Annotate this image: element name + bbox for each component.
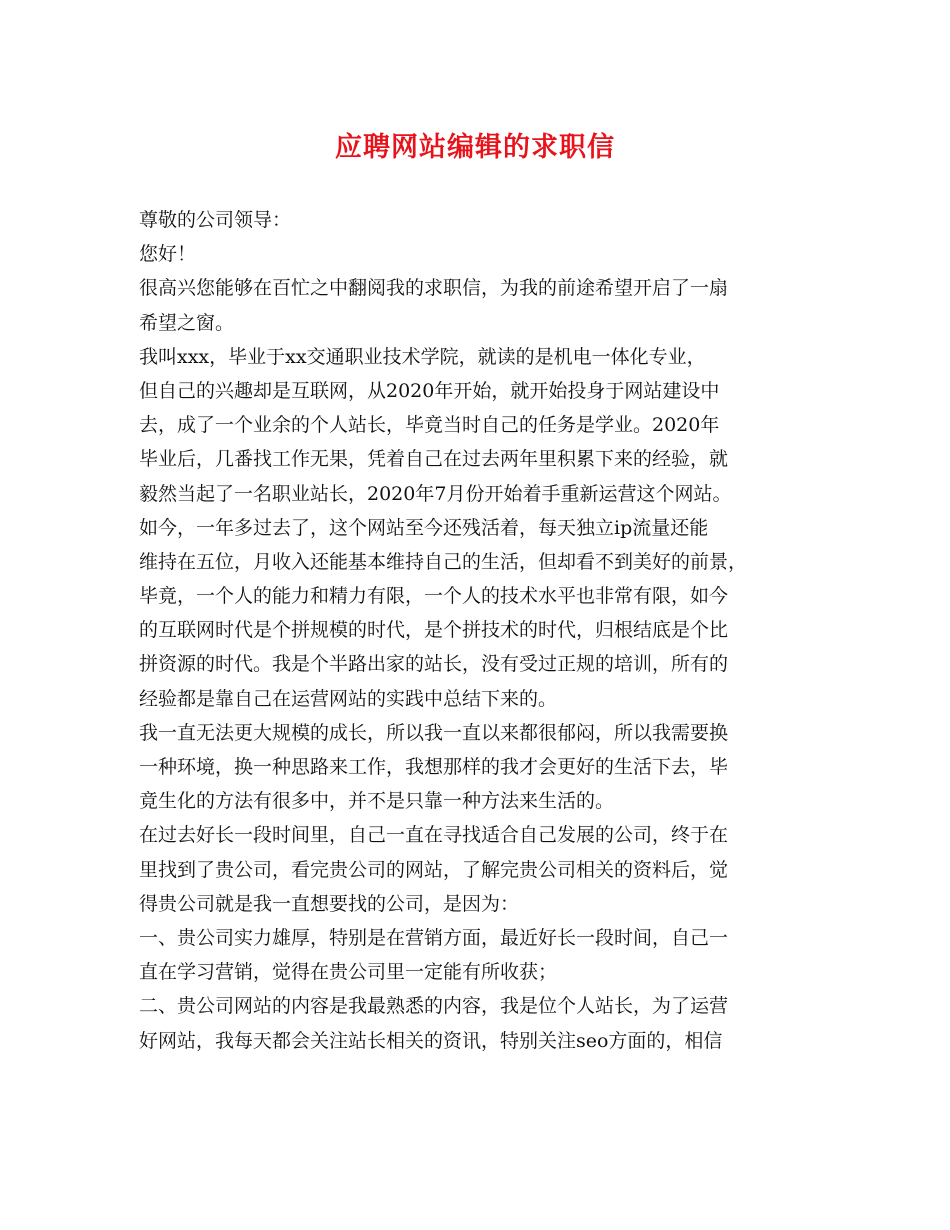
text-line: 经验都是靠自己在运营网站的实践中总结下来的。: [139, 687, 558, 710]
text-line: 我一直无法更大规模的成长，所以我一直以来都很郁闷，所以我需要换: [139, 721, 729, 744]
text-line: 维持在五位，月收入还能基本维持自己的生活，但却看不到美好的前景，: [139, 550, 748, 573]
text-line: 好网站，我每天都会关注站长相关的资讯，特别关注seo方面的，相信: [139, 1029, 723, 1052]
text-line: 您好！: [139, 243, 197, 266]
text-line: 如今，一年多过去了，这个网站至今还残活着，每天独立ip流量还能: [139, 516, 709, 539]
text-line: 希望之窗。: [139, 311, 235, 334]
text-line: 尊敬的公司领导：: [139, 209, 292, 231]
text-line: 直在学习营销，觉得在贵公司里一定能有所收获；: [139, 961, 558, 984]
text-line: 去，成了一个业余的个人站长，毕竟当时自己的任务是学业。2020年: [139, 414, 720, 437]
letter-body: [139, 203, 829, 1058]
text-line: 一种环境，换一种思路来工作，我想那样的我才会更好的生活下去，毕: [139, 756, 729, 778]
text-line: 得贵公司就是我一直想要找的公司，是因为：: [139, 892, 520, 915]
text-line: 很高兴您能够在百忙之中翻阅我的求职信，为我的前途希望开启了一扇: [139, 277, 729, 300]
text-line: 一、贵公司实力雄厚，特别是在营销方面，最近好长一段时间，自己一: [139, 926, 729, 949]
text-line: 里找到了贵公司，看完贵公司的网站，了解完贵公司相关的资料后，觉: [139, 858, 729, 881]
text-line: 毅然当起了一名职业站长，2020年7月份开始着手重新运营这个网站。: [139, 482, 732, 505]
text-line: 在过去好长一段时间里，自己一直在寻找适合自己发展的公司，终于在: [139, 824, 729, 847]
text-line: 的互联网时代是个拼规模的时代，是个拼技术的时代，归根结底是个比: [139, 619, 729, 642]
text-line: 但自己的兴趣却是互联网，从2020年开始，就开始投身于网站建设中: [139, 379, 720, 402]
text-line: 毕竟，一个人的能力和精力有限，一个人的技术水平也非常有限，如今: [139, 585, 729, 608]
text-line: 我叫xxx，毕业于xx交通职业技术学院，就读的是机电一体化专业，: [139, 345, 706, 368]
text-line: 毕业后，几番找工作无果，凭着自己在过去两年里积累下来的经验，就: [139, 448, 729, 471]
text-line: 拼资源的时代。我是个半路出家的站长，没有受过正规的培训，所有的: [139, 653, 729, 676]
document-title: 应聘网站编辑的求职信: [335, 132, 615, 163]
text-line: 竟生化的方法有很多中，并不是只靠一种方法来生活的。: [139, 790, 615, 813]
text-line: 二、贵公司网站的内容是我最熟悉的内容，我是位个人站长，为了运营: [139, 995, 729, 1018]
